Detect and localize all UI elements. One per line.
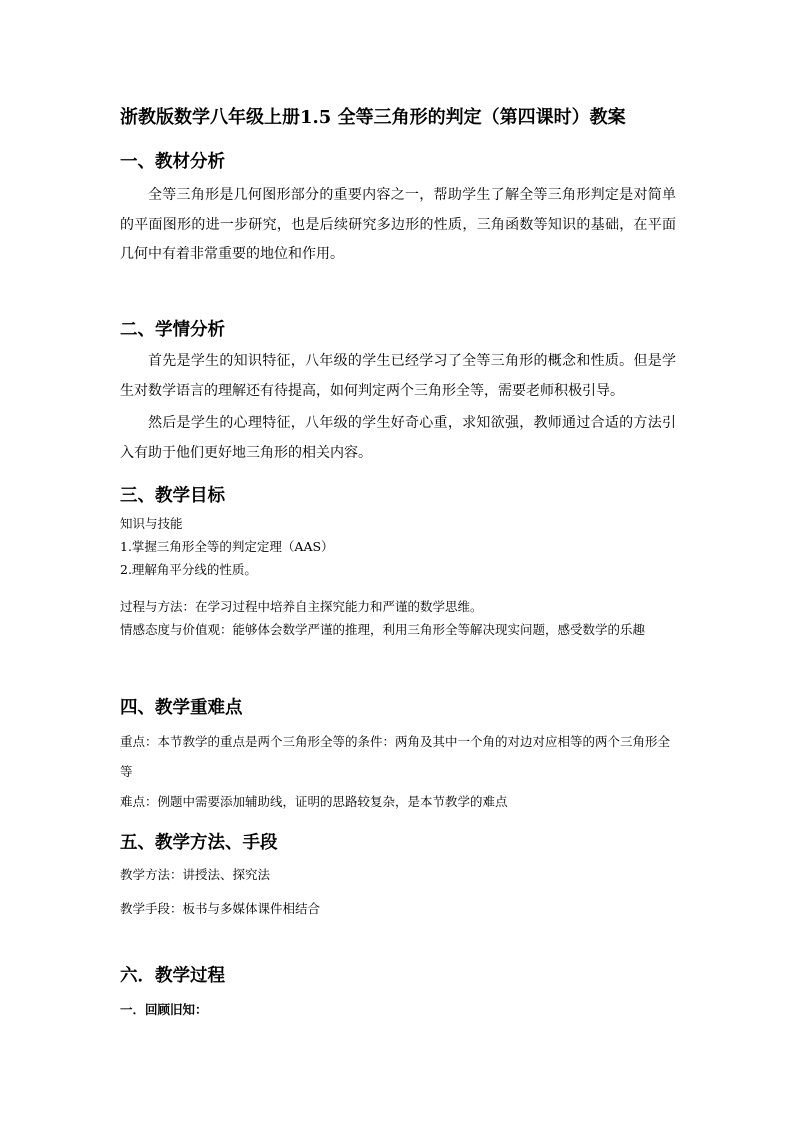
paragraph-student-knowledge: 首先是学生的知识特征，八年级的学生已经学习了全等三角形的概念和性质。但是学生对数学语言的理解还有待提高，如何判定两个三角形全等，需要老师积极引导。 xyxy=(120,353,676,399)
goal-knowledge-skills: 知识与技能 xyxy=(120,516,183,531)
document-title: 浙教版数学八年级上册1.5 全等三角形的判定（第四课时）教案 xyxy=(120,107,626,128)
goal-process-method: 过程与方法：在学习过程中培养自主探究能力和严谨的数学思维。 xyxy=(120,599,483,614)
section-heading-teaching-methods: 五、教学方法、手段 xyxy=(120,833,278,853)
section-heading-student-analysis: 二、学情分析 xyxy=(120,320,225,340)
teaching-method: 教学方法：讲授法、探究法 xyxy=(120,867,271,882)
key-point: 重点：本节教学的重点是两个三角形全等的条件：两角及其中一个角的对边对应相等的两个三角形全等 xyxy=(120,734,671,779)
section-heading-teaching-goals: 三、教学目标 xyxy=(120,486,225,506)
difficult-point: 难点：例题中需要添加辅助线，证明的思路较复杂，是本节教学的难点 xyxy=(120,794,508,809)
goal-item-1: 1.掌握三角形全等的判定定理（AAS） xyxy=(120,539,334,554)
goal-item-2: 2.理解角平分线的性质。 xyxy=(120,562,257,577)
section-heading-key-difficult-points: 四、教学重难点 xyxy=(120,698,243,718)
goals-block xyxy=(120,512,676,581)
paragraph-textbook-analysis: 全等三角形是几何图形部分的重要内容之一，帮助学生了解全等三角形判定是对简单的平面图形的进一步研究，也是后续研究多边形的性质，三角函数等知识的基础，在平面几何中有着非常重要的地位和作用。 xyxy=(120,187,676,262)
section-heading-teaching-process: 六．教学过程 xyxy=(120,966,225,986)
goal-emotion-values: 情感态度与价值观：能够体会数学严谨的推理，利用三角形全等解决现实问题，感受数学的乐趣 xyxy=(120,622,646,637)
section-heading-textbook-analysis: 一、教材分析 xyxy=(120,152,225,172)
paragraph-student-psychology: 然后是学生的心理特征，八年级的学生好奇心重，求知欲强，教师通过合适的方法引入有助于他们更好地三角形的相关内容。 xyxy=(120,415,676,461)
review-old-knowledge: 一．回顾旧知： xyxy=(120,1002,208,1017)
teaching-means: 教学手段：板书与多媒体课件相结合 xyxy=(120,901,321,916)
